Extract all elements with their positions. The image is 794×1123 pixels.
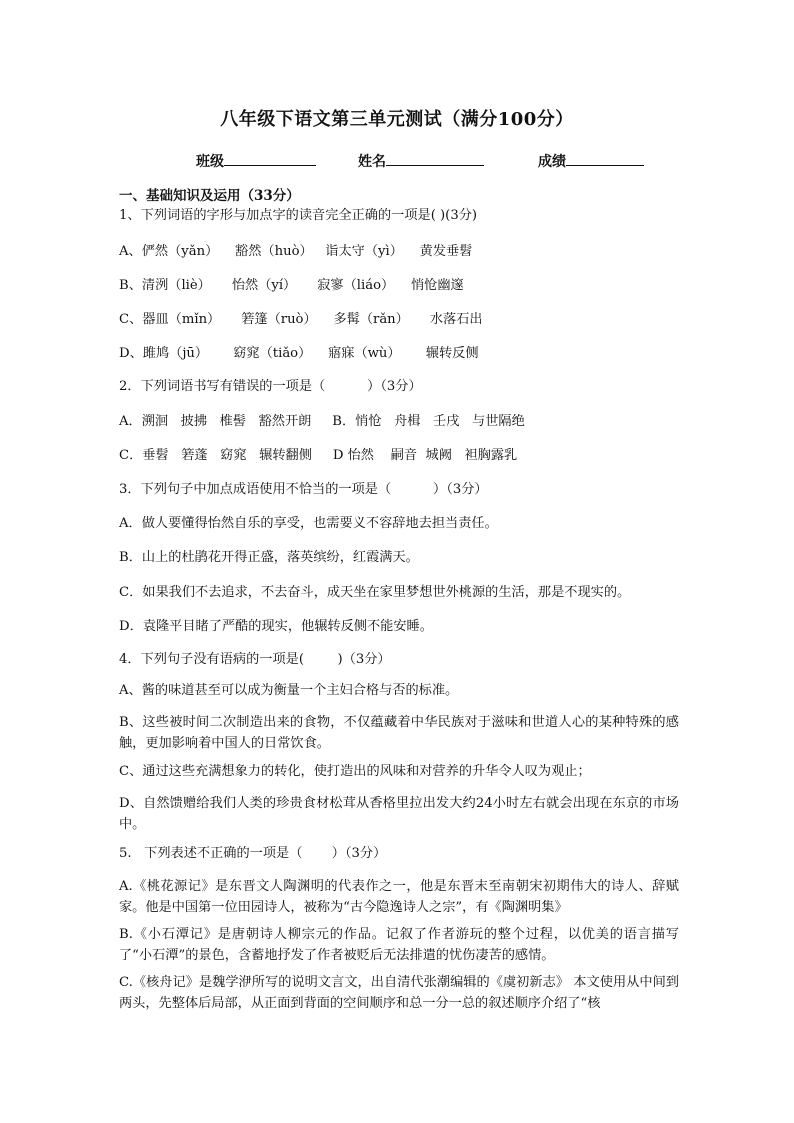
- class-label: 班级: [196, 154, 224, 170]
- class-blank: [224, 151, 316, 166]
- score-blank: [566, 151, 644, 166]
- q1-option-b: B、清洌（liè） 怡然（yí） 寂寥（liáo） 悄怆幽邃: [119, 278, 464, 293]
- score-field: [538, 151, 644, 171]
- name-field: [358, 151, 484, 171]
- score-label: 成绩: [538, 154, 566, 170]
- q4-option-a: A、酱的味道甚至可以成为衡量一个主妇合格与否的标准。: [119, 683, 459, 698]
- q4-option-d: D、自然馈赠给我们人类的珍贵食材松茸从香格里拉出发大约24小时左右就会出现在东京的市场中。: [119, 796, 679, 832]
- section-heading: 一、基础知识及运用（33分）: [119, 188, 300, 204]
- q3-stem: 3．下列句子中加点成语使用不恰当的一项是（ ）（3分）: [119, 482, 488, 497]
- q3-option-c: C．如果我们不去追求，不去奋斗，成天坐在家里梦想世外桃源的生活，那是不现实的。: [119, 585, 631, 600]
- q3-option-a: A．做人要懂得怡然自乐的享受，也需要义不容辞地去担当责任。: [119, 516, 498, 531]
- page-title: 八年级下语文第三单元测试（满分100分）: [220, 109, 574, 130]
- q1-option-a: A、俨然（yǎn） 豁然（huò） 诣太守（yì） 黄发垂髫: [119, 244, 473, 259]
- q1-option-d: D、雎鸠（jū） 窈窕（tiǎo） 寤寐（wù） 辗转反侧: [119, 346, 479, 361]
- q4-option-c: C、通过这些充满想象力的转化，使打造出的风味和对营养的升华令人叹为观止；: [119, 764, 591, 779]
- q2-options-cd: C．垂髫 箬蓬 窈窕 辗转翻侧 D 怡然 嗣音 城阙 袒胸露乳: [119, 448, 518, 463]
- name-label: 姓名: [358, 154, 386, 170]
- q1-option-c: C、器皿（mǐn） 箬篷（ruò） 多髯（rǎn） 水落石出: [119, 312, 483, 327]
- q1-stem: 1、下列词语的字形与加点字的读音完全正确的一项是( )(3分): [119, 208, 478, 223]
- q3-option-d: D．袁隆平目睹了严酷的现实，他辗转反侧不能安睡。: [119, 619, 433, 634]
- q2-stem: 2．下列词语书写有错误的一项是（ ）（3分）: [119, 379, 422, 394]
- class-field: [196, 151, 316, 171]
- q5-option-a: A.《桃花源记》是东晋文人陶渊明的代表作之一，他是东晋末至南朝宋初期伟大的诗人、辞赋家。他是中国第一位田园诗人，被称为“古今隐逸诗人之宗”，有《陶渊明集》: [119, 879, 679, 915]
- q4-option-b: B、这些被时间二次制造出来的食物，不仅蕴藏着中华民族对于滋味和世道人心的某种特殊的感触，更加影响着中国人的日常饮食。: [119, 715, 679, 751]
- q5-option-c: C.《核舟记》是魏学洢所写的说明文言文，出自清代张潮编辑的《虞初新志》 本文使用从中间到两头，先整体后局部，从正面到背面的空间顺序和总一分一总的叙述顺序介绍了“核: [119, 975, 679, 1011]
- q3-option-b: B．山上的杜鹃花开得正盛，落英缤纷，红霞满天。: [119, 550, 419, 565]
- q5-option-b: B.《小石潭记》是唐朝诗人柳宗元的作品。记叙了作者游玩的整个过程，以优美的语言描写了“小石潭”的景色，含蓄地抒发了作者被贬后无法排遣的忧伤凄苦的感情。: [119, 927, 679, 963]
- name-blank: [386, 151, 484, 166]
- q5-stem: 5. 下列表述不正确的一项是（ ）（3分）: [119, 846, 387, 861]
- q2-options-ab: A．溯洄 披拂 椎髻 豁然开朗 B．悄怆 舟楫 壬戌 与世隔绝: [119, 414, 525, 429]
- q4-stem: 4．下列句子没有语病的一项是( )（3分）: [119, 652, 391, 667]
